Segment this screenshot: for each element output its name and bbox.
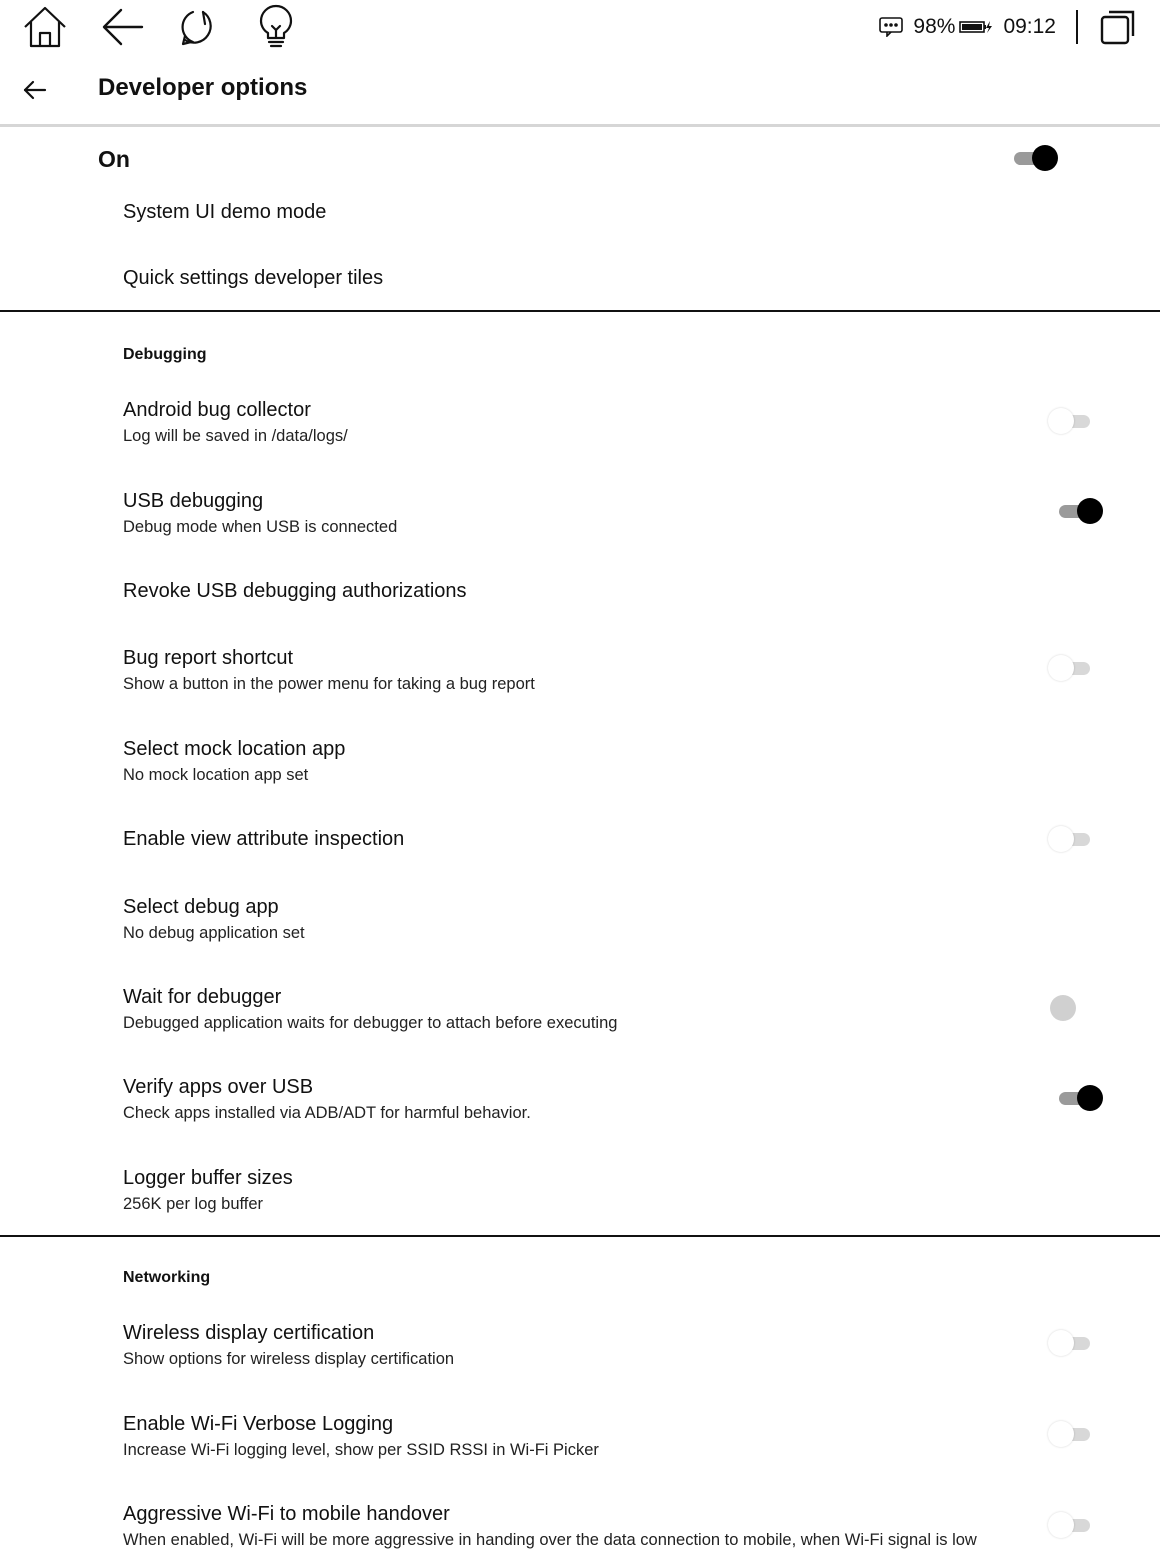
section-divider bbox=[0, 1235, 1160, 1237]
row-summary: Show a button in the power menu for taking a bug report bbox=[123, 675, 535, 693]
wait-for-debugger-toggle-disabled bbox=[1050, 995, 1076, 1021]
wireless-display-certification-toggle[interactable] bbox=[1048, 1330, 1096, 1356]
row-title: USB debugging bbox=[123, 490, 264, 512]
message-icon bbox=[879, 17, 903, 37]
row-title: Revoke USB debugging authorizations bbox=[123, 580, 467, 602]
verify-apps-over-usb-toggle[interactable] bbox=[1055, 1085, 1103, 1111]
battery-charging-icon bbox=[959, 19, 993, 35]
usb-debugging-row[interactable] bbox=[0, 480, 1160, 568]
android-bug-collector-toggle[interactable] bbox=[1048, 408, 1096, 434]
bug-report-shortcut-row[interactable] bbox=[0, 638, 1160, 726]
page-title: Developer options bbox=[98, 74, 308, 101]
view-attribute-inspection-row[interactable] bbox=[0, 816, 1160, 884]
section-header-networking: Networking bbox=[123, 1269, 211, 1286]
status-separator bbox=[1076, 10, 1078, 44]
row-title: Android bug collector bbox=[123, 399, 311, 421]
logger-buffer-sizes-row[interactable] bbox=[0, 1156, 1160, 1234]
row-summary: Log will be saved in /data/logs/ bbox=[123, 427, 348, 445]
row-title: Wireless display certification bbox=[123, 1322, 375, 1344]
row-title: Select debug app bbox=[123, 896, 279, 918]
master-switch-label: On bbox=[98, 146, 130, 172]
row-title: System UI demo mode bbox=[123, 201, 327, 223]
row-summary: No mock location app set bbox=[123, 766, 309, 784]
row-title: Aggressive Wi-Fi to mobile handover bbox=[123, 1503, 450, 1525]
master-switch-toggle[interactable] bbox=[1010, 145, 1058, 171]
home-icon[interactable] bbox=[22, 4, 68, 50]
row-title: Enable Wi-Fi Verbose Logging bbox=[123, 1413, 394, 1435]
back-icon[interactable] bbox=[20, 75, 50, 105]
android-bug-collector-row[interactable] bbox=[0, 390, 1160, 478]
wifi-verbose-logging-row[interactable] bbox=[0, 1402, 1160, 1490]
wait-for-debugger-row[interactable] bbox=[0, 976, 1160, 1064]
row-summary: When enabled, Wi-Fi will be more aggressive in handing over the data connection to mobile, when Wi-Fi signal is low bbox=[123, 1531, 977, 1549]
clock: 09:12 bbox=[1003, 15, 1056, 38]
row-summary: Debugged application waits for debugger to attach before executing bbox=[123, 1014, 618, 1032]
revoke-usb-debugging-row[interactable] bbox=[0, 568, 1160, 636]
status-bar bbox=[0, 0, 1160, 55]
section-divider bbox=[0, 310, 1160, 312]
aggressive-wifi-handover-toggle[interactable] bbox=[1048, 1512, 1096, 1538]
master-switch-row[interactable] bbox=[0, 126, 1160, 190]
row-title: Bug report shortcut bbox=[123, 647, 294, 669]
select-mock-location-app-row[interactable] bbox=[0, 728, 1160, 816]
verify-apps-over-usb-row[interactable] bbox=[0, 1066, 1160, 1154]
row-title: Select mock location app bbox=[123, 738, 346, 760]
row-summary: Increase Wi-Fi logging level, show per SSID RSSI in Wi-Fi Picker bbox=[123, 1441, 599, 1459]
recent-apps-icon[interactable] bbox=[1100, 9, 1136, 45]
back-arrow-icon[interactable] bbox=[100, 4, 146, 50]
row-summary: Show options for wireless display certification bbox=[123, 1350, 455, 1368]
system-ui-demo-mode-row[interactable] bbox=[0, 190, 1160, 246]
usb-debugging-toggle[interactable] bbox=[1055, 498, 1103, 524]
battery-percentage: 98% bbox=[913, 15, 956, 38]
wireless-display-certification-row[interactable] bbox=[0, 1312, 1160, 1400]
row-title: Logger buffer sizes bbox=[123, 1167, 293, 1189]
row-title: Wait for debugger bbox=[123, 986, 282, 1008]
aggressive-wifi-handover-row[interactable] bbox=[0, 1492, 1160, 1549]
section-header-debugging: Debugging bbox=[123, 346, 207, 363]
bug-report-shortcut-toggle[interactable] bbox=[1048, 655, 1096, 681]
select-debug-app-row[interactable] bbox=[0, 886, 1160, 974]
view-attribute-inspection-toggle[interactable] bbox=[1048, 826, 1096, 852]
row-title: Enable view attribute inspection bbox=[123, 828, 405, 850]
row-title: Quick settings developer tiles bbox=[123, 267, 384, 289]
row-summary: 256K per log buffer bbox=[123, 1195, 264, 1213]
lightbulb-icon[interactable] bbox=[253, 4, 299, 50]
app-bar bbox=[0, 56, 1160, 127]
refresh-icon[interactable] bbox=[175, 4, 221, 50]
wifi-verbose-logging-toggle[interactable] bbox=[1048, 1421, 1096, 1447]
row-title: Verify apps over USB bbox=[123, 1076, 314, 1098]
row-summary: Debug mode when USB is connected bbox=[123, 518, 398, 536]
status-tray bbox=[879, 10, 1136, 44]
row-summary: Check apps installed via ADB/ADT for harmful behavior. bbox=[123, 1104, 531, 1122]
row-summary: No debug application set bbox=[123, 924, 305, 942]
quick-settings-developer-tiles-row[interactable] bbox=[0, 246, 1160, 310]
